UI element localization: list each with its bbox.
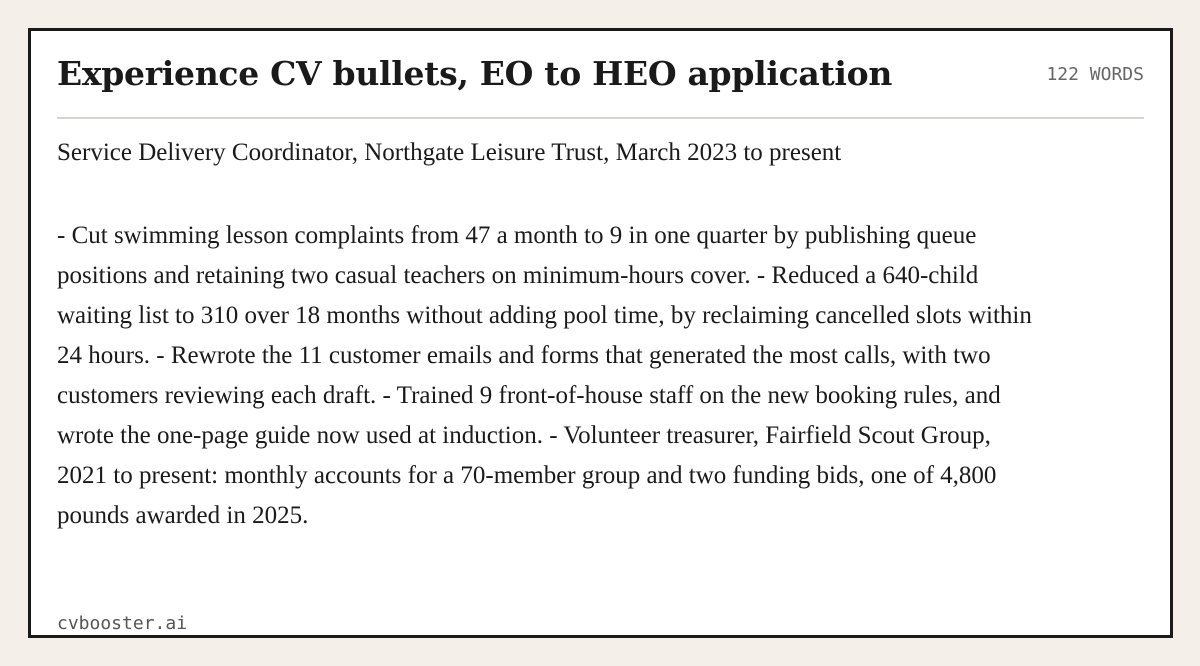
header-divider xyxy=(57,117,1144,119)
brand-footer: cvbooster.ai xyxy=(57,613,188,634)
word-count-label: 122 WORDS xyxy=(1046,64,1144,85)
cv-bullets-card xyxy=(28,28,1173,638)
role-line: Service Delivery Coordinator, Northgate Leisure Trust, March 2023 to present xyxy=(57,139,842,166)
experience-bullets-text: - Cut swimming lesson complaints from 47 a month to 9 in one quarter by publishing queue positions and retaining two casual teachers on minimum-hours cover. - Reduced a 640-child waiting list to 310 over 18 months without adding pool time, by reclaiming cancelled slots within 24 hours. - Rewrote the 11 customer emails and forms that generated the most calls, with two customers reviewing each draft. - Trained 9 front-of-house staff on the new booking rules, and wrote the one-page guide now used at induction. - Volunteer treasurer, Fairfield Scout Group, 2021 to present: monthly accounts for a 70-member group and two funding bids, one of 4,800 pounds awarded in 2025. xyxy=(57,222,1032,529)
card-title: Experience CV bullets, EO to HEO application xyxy=(57,54,893,93)
